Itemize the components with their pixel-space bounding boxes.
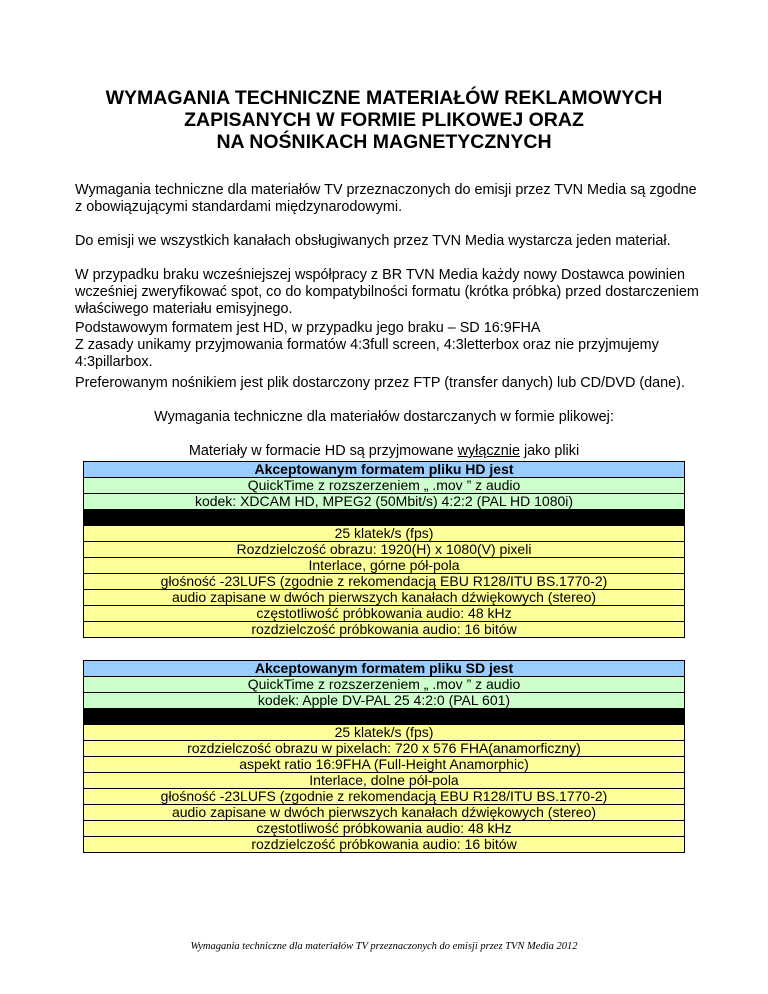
table-row: audio zapisane w dwóch pierwszych kanałach dźwiękowych (stereo): [84, 805, 685, 821]
title-line: ZAPISANYCH W FORMIE PLIKOWEJ ORAZ: [184, 109, 584, 131]
delivery-medium-paragraph: Preferowanym nośnikiem jest plik dostarczony przez FTP (transfer danych) lub CD/DVD (dane).: [75, 375, 685, 391]
format-paragraph: Podstawowym formatem jest HD, w przypadku jego braku – SD 16:9FHA Z zasady unikamy przyjmowania formatów 4:3full screen, 4:3letterbox oraz nie przyjmujemy 4:3pillarbox.: [75, 320, 659, 370]
intro-paragraph: Wymagania techniczne dla materiałów TV przeznaczonych do emisji przez TVN Media są zgodne z obowiązującymi standardami międzynarodowymi.: [75, 182, 697, 215]
table-row: aspekt ratio 16:9FHA (Full-Height Anamorphic): [84, 757, 685, 773]
file-requirements-heading: Wymagania techniczne dla materiałów dostarczanych w formie plikowej:: [154, 409, 614, 425]
table-row: audio zapisane w dwóch pierwszych kanałach dźwiękowych (stereo): [84, 590, 685, 606]
new-supplier-paragraph: W przypadku braku wcześniejszej współpracy z BR TVN Media każdy nowy Dostawca powinien wcześniej zweryfikować spot, co do kompatybilności formatu (krótka próbka) przed dostarczeniem właściwego materiału emisyjnego.: [75, 267, 699, 317]
table-row: 25 klatek/s (fps): [84, 526, 685, 542]
table-row: głośność -23LUFS (zgodnie z rekomendacją EBU R128/ITU BS.1770-2): [84, 574, 685, 590]
table-row: kodek: Apple DV-PAL 25 4:2:0 (PAL 601): [84, 693, 685, 709]
table-row: kodek: XDCAM HD, MPEG2 (50Mbit/s) 4:2:2 (PAL HD 1080i): [84, 494, 685, 510]
sd-table-header: Akceptowanym formatem pliku SD jest: [84, 661, 685, 677]
table-row: rozdzielczość próbkowania audio: 16 bitów: [84, 622, 685, 638]
table-row: głośność -23LUFS (zgodnie z rekomendacją EBU R128/ITU BS.1770-2): [84, 789, 685, 805]
sd-spec-table: [83, 660, 685, 853]
table-row: Interlace, dolne pół-pola: [84, 773, 685, 789]
table-row: rozdzielczość obrazu w pixelach: 720 x 576 FHA(anamorficzny): [84, 741, 685, 757]
document-title: [60, 87, 708, 153]
table-row: częstotliwość próbkowania audio: 48 kHz: [84, 821, 685, 837]
table-row: QuickTime z rozszerzeniem „ .mov ” z audio: [84, 478, 685, 494]
title-line: WYMAGANIA TECHNICZNE MATERIAŁÓW REKLAMOWYCH: [105, 87, 663, 109]
hd-table-header: Akceptowanym formatem pliku HD jest: [84, 462, 685, 478]
table-divider: [84, 510, 685, 526]
title-line: NA NOŚNIKACH MAGNETYCZNYCH: [216, 131, 552, 153]
table-row: 25 klatek/s (fps): [84, 725, 685, 741]
table-row: Interlace, górne pół-pola: [84, 558, 685, 574]
single-material-paragraph: Do emisji we wszystkich kanałach obsługiwanych przez TVN Media wystarcza jeden materiał.: [75, 233, 671, 249]
table-row: Rozdzielczość obrazu: 1920(H) x 1080(V) pixeli: [84, 542, 685, 558]
hd-note: Materiały w formacie HD są przyjmowane wyłącznie jako pliki: [188, 443, 580, 459]
hd-spec-table: [83, 461, 685, 638]
table-row: częstotliwość próbkowania audio: 48 kHz: [84, 606, 685, 622]
page-footer: Wymagania techniczne dla materiałów TV przeznaczonych do emisji przez TVN Media 2012: [190, 941, 578, 952]
table-row: rozdzielczość próbkowania audio: 16 bitów: [84, 837, 685, 853]
table-divider: [84, 709, 685, 725]
table-row: QuickTime z rozszerzeniem „ .mov ” z audio: [84, 677, 685, 693]
